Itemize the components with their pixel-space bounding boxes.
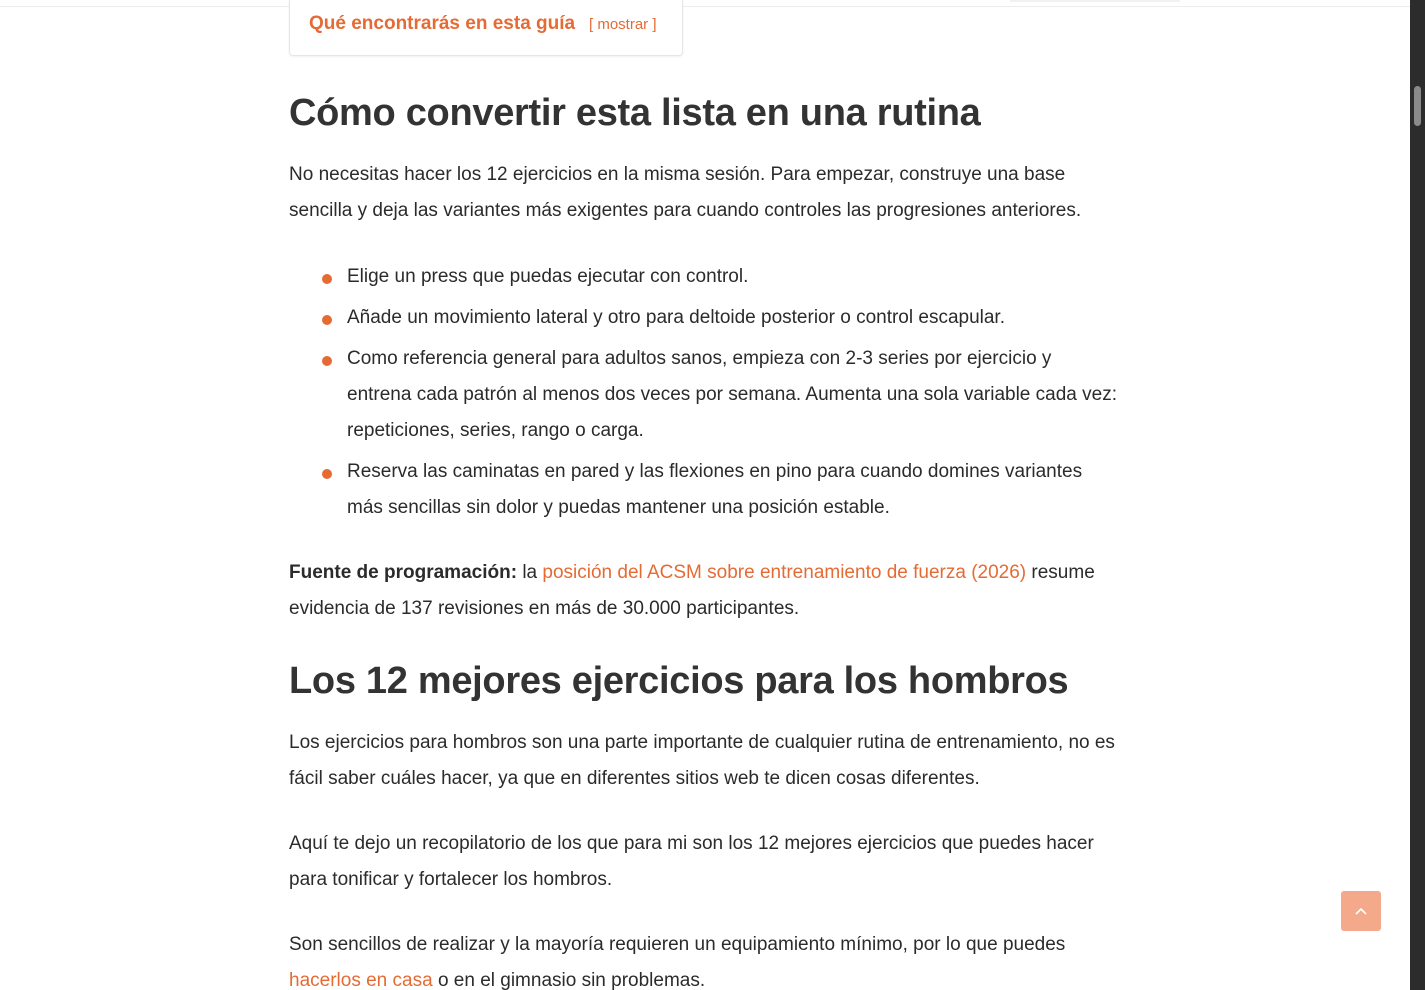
scroll-to-top-button[interactable] (1341, 891, 1381, 931)
list-item-text: Añade un movimiento lateral y otro para deltoide posterior o control escapular. (347, 307, 1005, 328)
list-item-text: Reserva las caminatas en pared y las flexiones en pino para cuando domines variantes más sencillas sin dolor y puedas mantener una posición estable. (347, 461, 1083, 518)
list-item-text: Como referencia general para adultos sanos, empieza con 2-3 series por ejercicio y entrena cada patrón al menos dos veces por semana. Aumenta una sola variable cada vez: repeticiones, series, rango o carga. (347, 348, 1117, 441)
list-item-text: Elige un press que puedas ejecutar con control. (347, 266, 749, 287)
bullet-dot-icon (322, 356, 332, 366)
source-post: resume evidencia de 137 revisiones en más de 30.000 participantes. (289, 562, 1095, 619)
header-faint-line (1010, 0, 1180, 2)
source-pre: la (522, 562, 538, 583)
header-divider (0, 6, 1410, 7)
table-of-contents (289, 0, 683, 56)
section2-paragraph-1: Los ejercicios para hombros son una parte importante de cualquier rutina de entrenamiento, no es fácil saber cuáles hacer, ya que en diferentes sitios web te dicen cosas diferentes. (289, 732, 1115, 789)
section-heading-ejercicios: Los 12 mejores ejercicios para los hombros (289, 660, 1069, 702)
source-label: Fuente de programación: (289, 562, 518, 583)
scrollbar-thumb[interactable] (1414, 86, 1421, 126)
p3-pre: Son sencillos de realizar y la mayoría requieren un equipamiento mínimo, por lo que puedes (289, 934, 1066, 955)
p3-post: o en el gimnasio sin problemas. (437, 970, 706, 990)
vertical-scrollbar[interactable] (1410, 0, 1425, 990)
bullet-dot-icon (322, 274, 332, 284)
source-paragraph (289, 555, 1119, 627)
list-item (289, 300, 1119, 336)
section-intro-paragraph: No necesitas hacer los 12 ejercicios en la misma sesión. Para empezar, construye una base sencilla y deja las variantes más exigentes para cuando controles las progresiones anteriores. (289, 164, 1082, 221)
toc-title[interactable]: Qué encontrarás en esta guía (309, 13, 576, 34)
routine-bullet-list (289, 259, 1119, 531)
bullet-dot-icon (322, 315, 332, 325)
acsm-source-link[interactable]: posición del ACSM sobre entrenamiento de fuerza (2026) (542, 562, 1027, 583)
section-heading-rutina: Cómo convertir esta lista en una rutina (289, 92, 981, 134)
chevron-up-icon (1355, 907, 1367, 915)
hacerlos-en-casa-link[interactable]: hacerlos en casa (289, 970, 433, 990)
list-item (289, 341, 1119, 449)
list-item (289, 259, 1119, 295)
list-item (289, 454, 1119, 526)
section2-paragraph-2: Aquí te dejo un recopilatorio de los que para mi son los 12 mejores ejercicios que puedes hacer para tonificar y fortalecer los hombros. (289, 833, 1094, 890)
toc-toggle-link[interactable]: [ mostrar ] (589, 16, 657, 33)
bullet-dot-icon (322, 469, 332, 479)
section2-paragraph-3 (289, 927, 1119, 990)
